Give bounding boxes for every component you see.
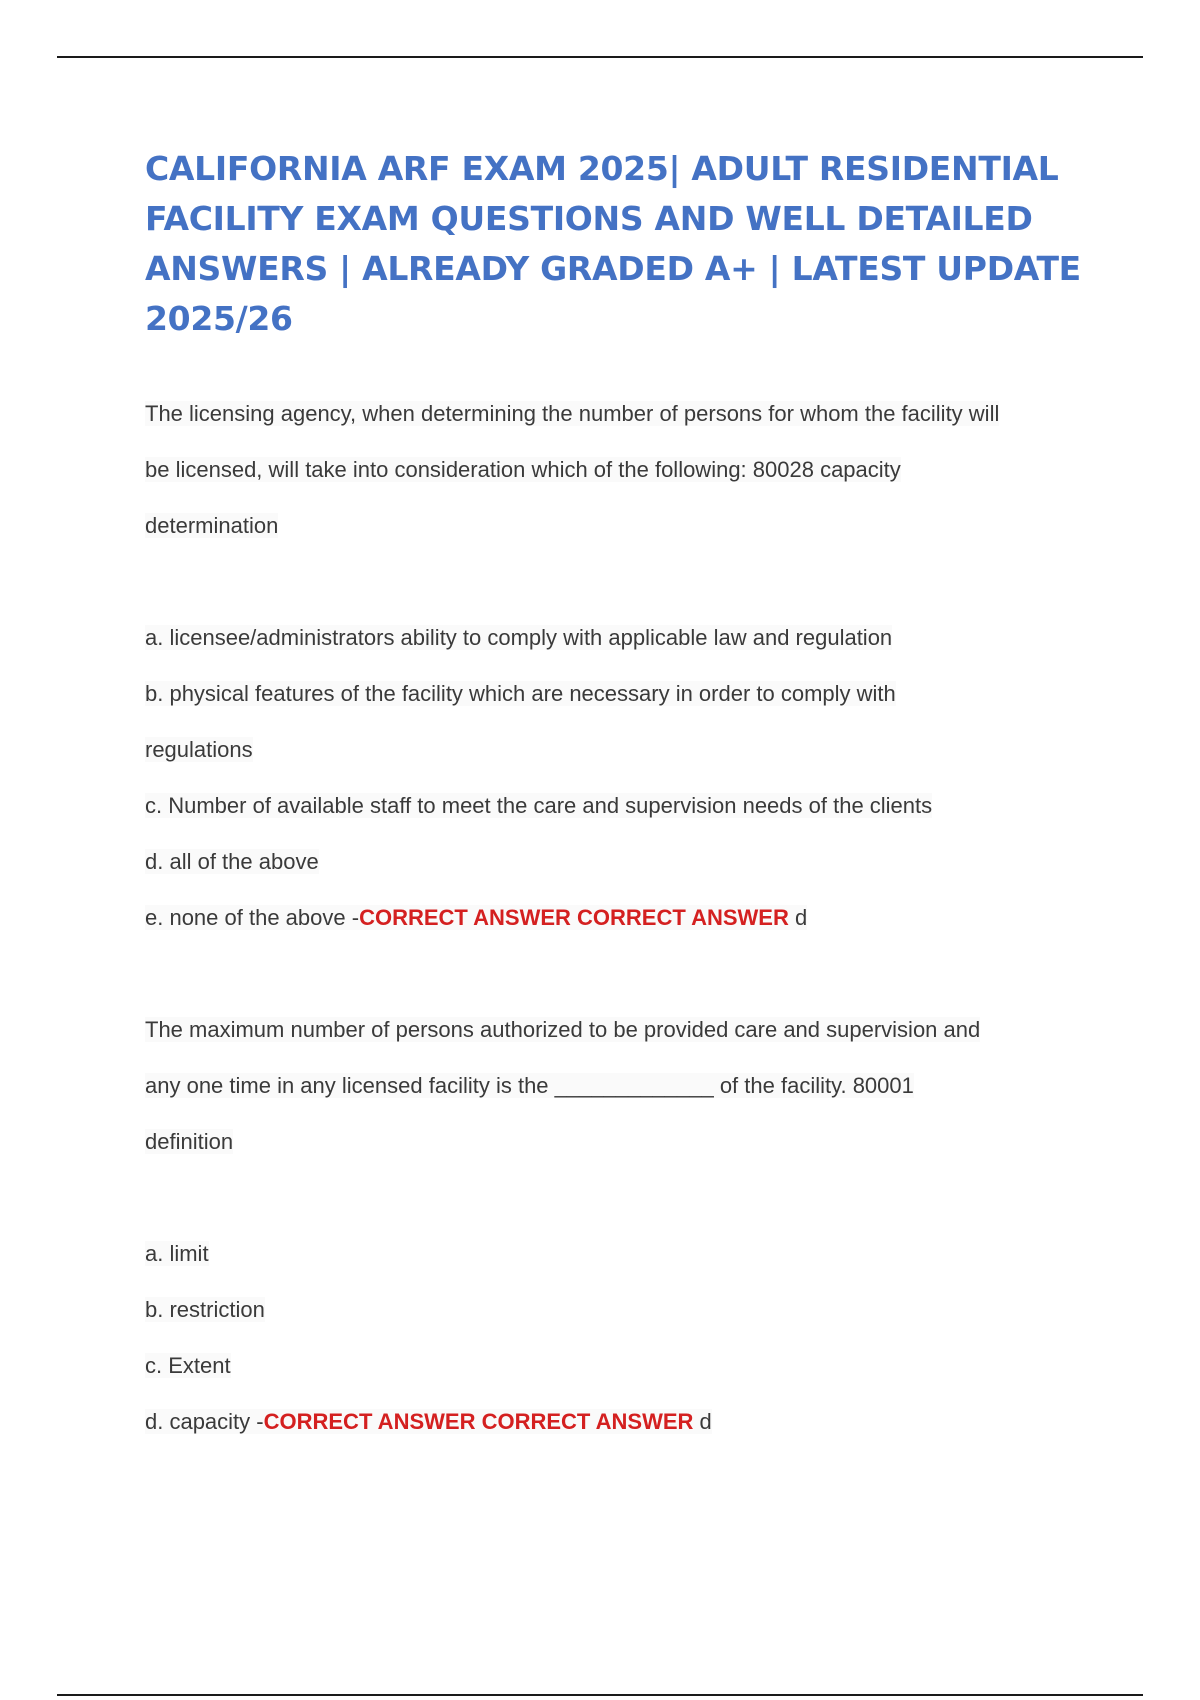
- question-1: [145, 386, 1105, 946]
- question-text-line: be licensed, will take into consideration which of the following: 80028 capacity: [145, 457, 901, 482]
- option-b: b. physical features of the facility which are necessary in order to comply with: [145, 681, 896, 706]
- option-c: c. Extent: [145, 1353, 231, 1378]
- correct-answer-label: CORRECT ANSWER CORRECT ANSWER: [359, 905, 789, 930]
- spacer: [145, 946, 1105, 1002]
- top-rule: [57, 56, 1143, 58]
- option-text: e. none of the above -: [145, 905, 360, 930]
- question-text-line: any one time in any licensed facility is the _____________ of the facility. 80001: [145, 1073, 914, 1098]
- correct-answer-value: d: [788, 905, 808, 930]
- option-d: [145, 1394, 1105, 1450]
- correct-answer-value: d: [693, 1409, 712, 1434]
- question-text-line: determination: [145, 513, 279, 538]
- document-title: CALIFORNIA ARF EXAM 2025| ADULT RESIDENTIAL FACILITY EXAM QUESTIONS AND WELL DETAILED ANSWERS | ALREADY GRADED A+ | LATEST UPDATE 2025/26: [145, 149, 1081, 338]
- option-a: a. limit: [145, 1241, 209, 1266]
- question-text-line: The maximum number of persons authorized to be provided care and supervision and: [145, 1017, 981, 1042]
- spacer: [145, 1170, 1105, 1226]
- option-b: b. restriction: [145, 1297, 265, 1322]
- question-text-line: The licensing agency, when determining the number of persons for whom the facility will: [145, 401, 1000, 426]
- option-c: c. Number of available staff to meet the care and supervision needs of the clients: [145, 793, 933, 818]
- option-b-continued: regulations: [145, 737, 253, 762]
- question-text-line: definition: [145, 1129, 234, 1154]
- document-body: [145, 386, 1105, 1450]
- bottom-rule: [57, 1694, 1143, 1696]
- question-2: [145, 1002, 1105, 1450]
- option-d: d. all of the above: [145, 849, 319, 874]
- option-e: [145, 890, 1105, 946]
- spacer: [145, 554, 1105, 610]
- option-text: d. capacity -: [145, 1409, 264, 1434]
- option-a: a. licensee/administrators ability to comply with applicable law and regulation: [145, 625, 893, 650]
- correct-answer-label: CORRECT ANSWER CORRECT ANSWER: [263, 1409, 694, 1434]
